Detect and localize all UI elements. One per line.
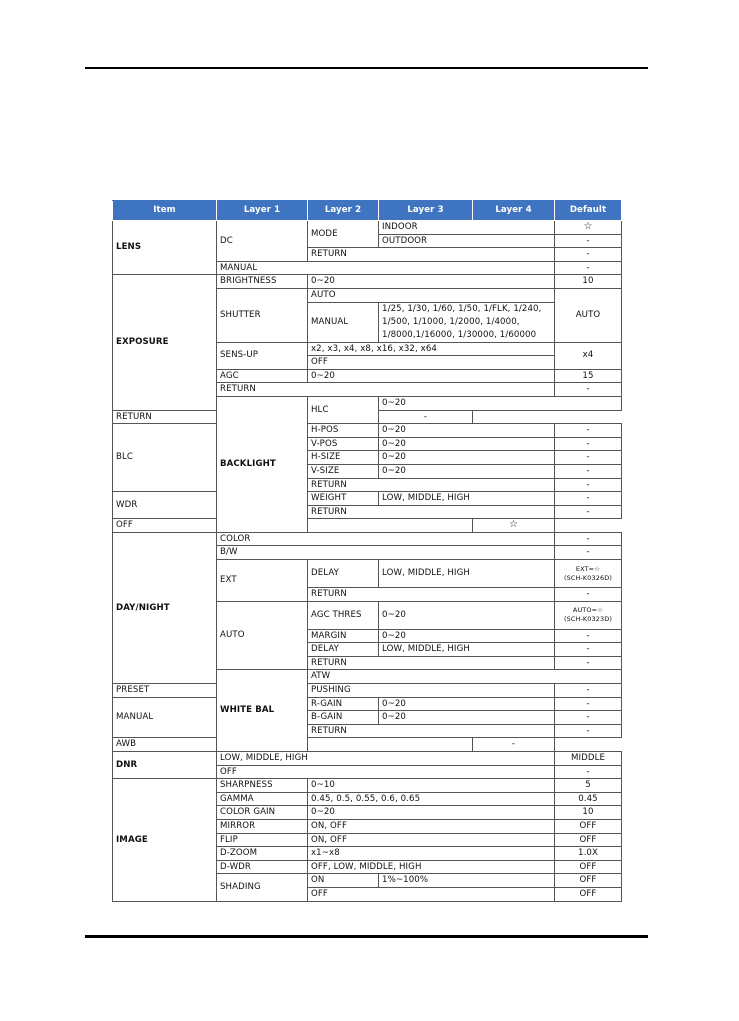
cell: 0~20 [379,601,555,629]
cell: RETURN [308,505,555,519]
cell: 10 [555,806,622,820]
cell: LOW, MIDDLE, HIGH [379,492,555,506]
col-header-layer2: Layer 2 [308,201,379,221]
auto-default-line: AUTO=☆ [572,606,604,615]
cell: B-GAIN [308,711,379,725]
cell: 1/25, 1/30, 1/60, 1/50, 1/FLK, 1/240, 1/500, 1/1000, 1/2000, 1/4000, 1/8000,1/16000, 1/30000, 1/60000 [379,302,555,342]
cell: 5 [555,779,622,793]
cell: PRESET [113,684,217,698]
cell: D-WDR [217,860,308,874]
cell: MANUAL [113,697,217,738]
table-header-row [113,201,622,221]
cell: ON [308,874,379,888]
cell: MIDDLE [555,752,622,766]
cell: RETURN [308,248,555,262]
cell: - [555,532,622,546]
table-row [113,410,622,424]
cell: ON, OFF [308,819,555,833]
cell: BLC [113,424,217,492]
cell: RETURN [308,724,555,738]
cell: OFF [217,765,555,779]
cell: - [555,643,622,657]
cell: OFF [308,887,555,901]
cell: 0~20 [379,451,555,465]
cell: 1%~100% [379,874,555,888]
cell: B/W [217,546,555,560]
cell: H-POS [308,424,379,438]
table-row [113,221,622,235]
cell: MANUAL [217,261,555,275]
cell: SHADING [217,874,308,901]
cell: - [555,437,622,451]
cell: 15 [555,369,622,383]
cell: INDOOR [379,221,555,235]
cell: 1.0X [555,847,622,861]
cell: MODE [308,221,379,248]
table-row [113,752,622,766]
cell: H-SIZE [308,451,379,465]
cell: MIRROR [217,819,308,833]
col-header-default: Default [555,201,622,221]
cell: - [473,738,555,752]
table-row [113,275,622,289]
cell: x1~x8 [308,847,555,861]
col-header-layer4: Layer 4 [473,201,555,221]
cell: SHARPNESS [217,779,308,793]
cell: MANUAL [308,302,379,342]
ext-default-cell [555,560,622,588]
cell: - [555,451,622,465]
cell: 0~20 [308,369,555,383]
cell: - [555,505,622,519]
cell: EXT [217,560,308,602]
default-star-icon: ☆ [555,221,622,235]
cell: D-ZOOM [217,847,308,861]
cell: 0~20 [379,697,555,711]
cell: 0~20 [308,806,555,820]
table-row [113,779,622,793]
auto-default-model: (SCH-K0323D) [564,615,612,624]
cell: - [555,424,622,438]
cell: 0~20 [308,275,555,289]
table-row [113,697,622,711]
table-row [113,532,622,546]
ext-default-model: (SCH-K0326D) [564,573,612,582]
cell: - [555,383,622,397]
cell: SENS-UP [217,342,308,369]
cell: - [555,724,622,738]
cell: x4 [555,342,622,369]
cell: WEIGHT [308,492,379,506]
table-row [113,738,622,752]
cell: RETURN [217,383,555,397]
cell: 0~20 [379,437,555,451]
cell: - [555,697,622,711]
cell: OFF, LOW, MIDDLE, HIGH [308,860,555,874]
cell: DELAY [308,643,379,657]
osd-menu-table [112,200,622,902]
cell: COLOR [217,532,555,546]
header-rule [85,67,648,69]
cell: AUTO [555,288,622,342]
cell: 0~20 [379,464,555,478]
cell: RETURN [308,588,555,602]
col-header-item: Item [113,201,217,221]
col-header-layer1: Layer 1 [217,201,308,221]
default-star-icon: ☆ [473,519,555,533]
cell: 0~20 [379,711,555,725]
cell: PUSHING [308,684,555,698]
cell: x2, x3, x4, x8, x16, x32, x64 [308,342,555,356]
cell: - [555,629,622,643]
cell: - [555,711,622,725]
cell: GAMMA [217,792,308,806]
cell: - [555,684,622,698]
cell: OFF [555,819,622,833]
cell: 10 [555,275,622,289]
cell: 0.45 [555,792,622,806]
cell: MARGIN [308,629,379,643]
cell: 0~20 [379,424,555,438]
cell: - [555,492,622,506]
cell: - [555,765,622,779]
table-row [113,424,622,438]
cell: OFF [555,833,622,847]
cell: 0~10 [308,779,555,793]
cell: LOW, MIDDLE, HIGH [217,752,555,766]
cell: V-SIZE [308,464,379,478]
cell: - [379,410,473,424]
cell: 0~20 [379,396,622,410]
cell: BRIGHTNESS [217,275,308,289]
cell: DC [217,221,308,262]
cell: - [555,464,622,478]
cell: R-GAIN [308,697,379,711]
cell: RETURN [113,410,379,424]
cell: RETURN [308,478,555,492]
section-dnr: DNR [113,752,217,779]
table-row [113,492,622,506]
cell: OFF [555,887,622,901]
cell: ATW [308,670,622,684]
section-lens: LENS [113,221,217,275]
cell: RETURN [308,656,555,670]
cell: OFF [555,860,622,874]
cell: ON, OFF [308,833,555,847]
section-daynight: DAY/NIGHT [113,532,217,683]
cell: AUTO [308,288,555,302]
cell: LOW, MIDDLE, HIGH [379,560,555,588]
cell: AGC THRES [308,601,379,629]
cell: - [555,656,622,670]
cell: - [555,546,622,560]
cell: COLOR GAIN [217,806,308,820]
table-row [113,519,622,533]
ext-default-line: EXT=☆ [575,564,601,573]
cell: HLC [308,396,379,423]
cell: - [555,234,622,248]
cell: AWB [113,738,473,752]
cell: V-POS [308,437,379,451]
cell: WDR [113,492,217,519]
auto-default-cell [555,601,622,629]
cell: OFF [308,356,555,370]
cell: OFF [113,519,473,533]
cell: - [555,261,622,275]
cell: OUTDOOR [379,234,555,248]
section-whitebal: WHITE BAL [217,670,308,752]
col-header-layer3: Layer 3 [379,201,473,221]
cell: FLIP [217,833,308,847]
cell: - [555,248,622,262]
cell: AGC [217,369,308,383]
cell: - [555,588,622,602]
footer-rule [85,935,648,938]
section-exposure: EXPOSURE [113,275,217,410]
cell: AUTO [217,601,308,670]
section-backlight: BACKLIGHT [217,396,308,532]
cell: 0~20 [379,629,555,643]
cell: - [555,478,622,492]
cell: OFF [555,874,622,888]
section-image: IMAGE [113,779,217,901]
cell: DELAY [308,560,379,588]
cell: SHUTTER [217,288,308,342]
table-row [113,684,622,698]
cell: 0.45, 0.5, 0.55, 0.6, 0.65 [308,792,555,806]
cell: LOW, MIDDLE, HIGH [379,643,555,657]
